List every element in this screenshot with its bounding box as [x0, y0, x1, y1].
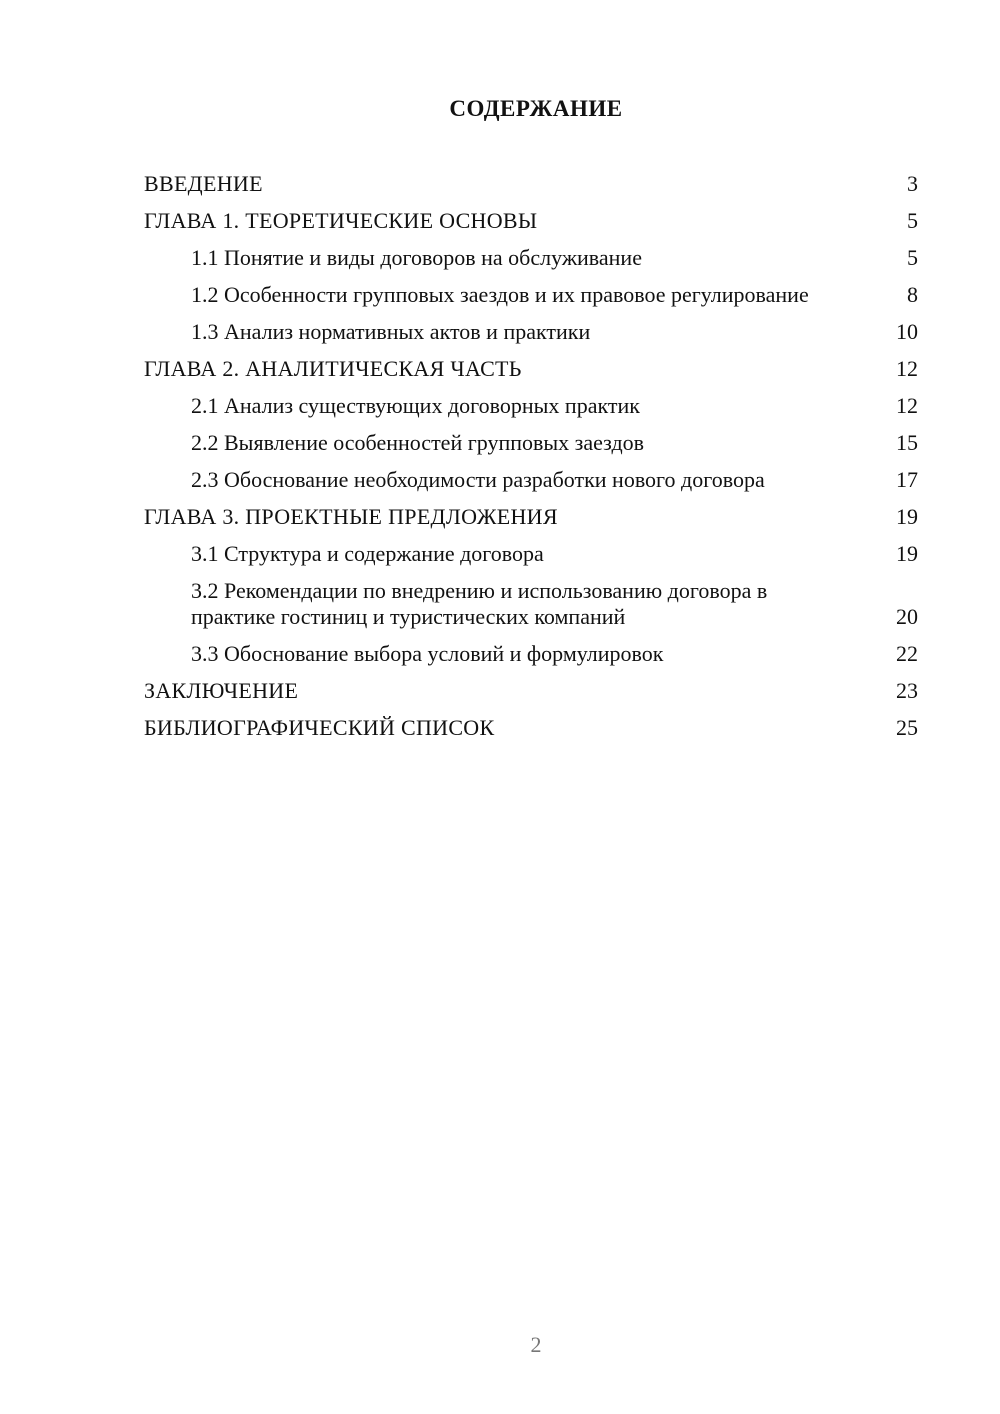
toc-entry-text: ГЛАВА 2. АНАЛИТИЧЕСКАЯ ЧАСТЬ: [144, 355, 522, 381]
toc-entry-page: 19: [896, 540, 918, 566]
toc-entry-text: 3.1 Структура и содержание договора: [191, 540, 544, 566]
toc-entry-page: 12: [896, 392, 918, 418]
toc-entry-page: 19: [896, 503, 918, 529]
toc-entry-page: 10: [896, 318, 918, 344]
toc-title: СОДЕРЖАНИЕ: [449, 96, 623, 121]
toc-entry-page: 22: [896, 640, 918, 666]
toc-entry-text: 1.3 Анализ нормативных актов и практики: [191, 318, 591, 344]
toc-entry[interactable]: [144, 387, 918, 424]
toc-entry[interactable]: [144, 709, 918, 746]
table-of-contents: [144, 165, 918, 746]
toc-entry[interactable]: [144, 461, 918, 498]
toc-entry[interactable]: [144, 424, 918, 461]
toc-entry-page: 5: [907, 244, 918, 270]
toc-entry-page: 25: [896, 714, 918, 740]
toc-entry[interactable]: [144, 350, 918, 387]
toc-entry[interactable]: [144, 635, 918, 672]
toc-entry-text: БИБЛИОГРАФИЧЕСКИЙ СПИСОК: [144, 714, 495, 740]
toc-entry-page: 15: [896, 429, 918, 455]
toc-entry-text: ГЛАВА 1. ТЕОРЕТИЧЕСКИЕ ОСНОВЫ: [144, 207, 538, 233]
toc-entry-text: 3.2 Рекомендации по внедрению и использованию договора в практике гостиниц и туристических компаний: [191, 577, 768, 629]
toc-entry-page: 17: [896, 466, 918, 492]
toc-entry-text: ЗАКЛЮЧЕНИЕ: [144, 677, 299, 703]
toc-entry[interactable]: [144, 572, 918, 635]
toc-entry[interactable]: [144, 672, 918, 709]
toc-entry-page: 3: [907, 170, 918, 196]
toc-entry[interactable]: [144, 313, 918, 350]
toc-entry[interactable]: [144, 535, 918, 572]
toc-entry-text: 2.1 Анализ существующих договорных практик: [191, 392, 640, 418]
toc-entry-text: 1.2 Особенности групповых заездов и их правовое регулирование: [191, 281, 809, 307]
toc-entry-page: 12: [896, 355, 918, 381]
toc-entry-text: 2.2 Выявление особенностей групповых заездов: [191, 429, 645, 455]
toc-entry-text: 2.3 Обоснование необходимости разработки нового договора: [191, 466, 765, 492]
toc-entry[interactable]: [144, 239, 918, 276]
toc-entry-text: 1.1 Понятие и виды договоров на обслуживание: [191, 244, 642, 270]
toc-entry-page: 23: [896, 677, 918, 703]
toc-entry[interactable]: [144, 165, 918, 202]
toc-entry[interactable]: [144, 202, 918, 239]
toc-entry-page: 8: [907, 281, 918, 307]
toc-entry[interactable]: [144, 276, 918, 313]
toc-entry-page: 5: [907, 207, 918, 233]
toc-entry[interactable]: [144, 498, 918, 535]
toc-entry-text: ВВЕДЕНИЕ: [144, 170, 263, 196]
page-number: 2: [530, 1332, 542, 1357]
toc-entry-text: 3.3 Обоснование выбора условий и формулировок: [191, 640, 664, 666]
toc-entry-text: ГЛАВА 3. ПРОЕКТНЫЕ ПРЕДЛОЖЕНИЯ: [144, 503, 558, 529]
toc-entry-page: 20: [896, 603, 918, 629]
